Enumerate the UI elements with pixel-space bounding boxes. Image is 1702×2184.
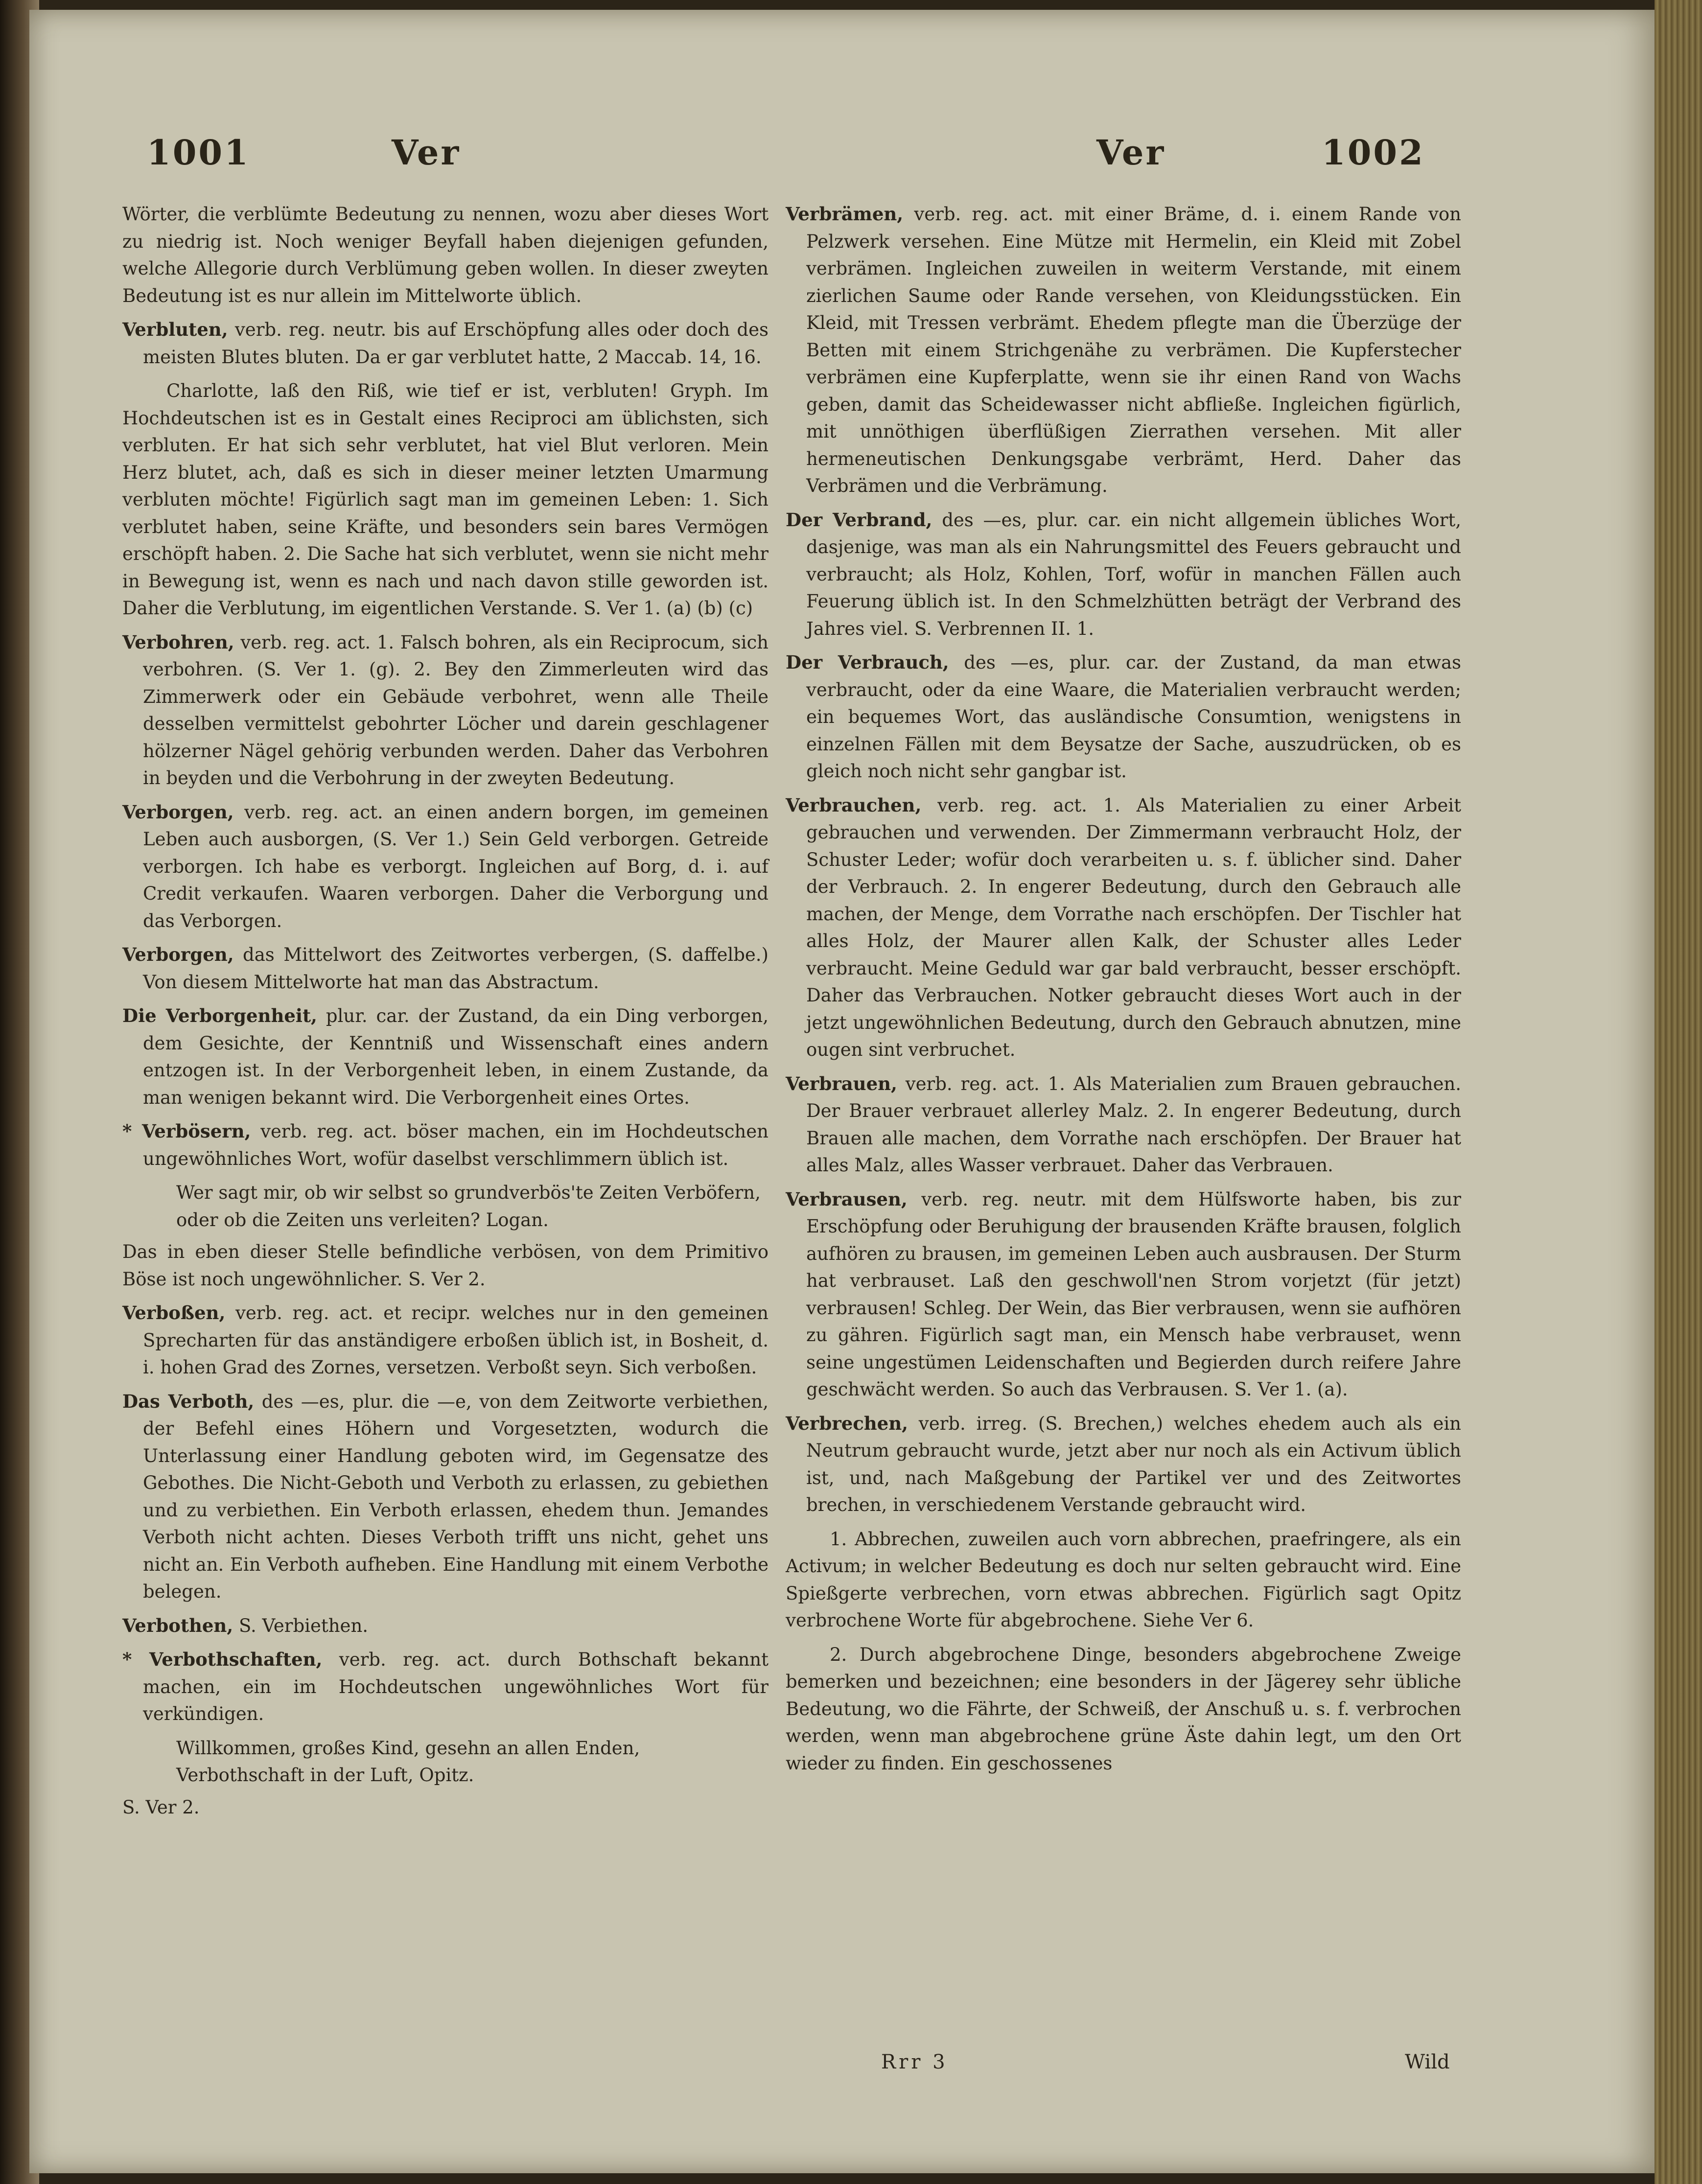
entry-headword: Verbothen,	[122, 1614, 233, 1636]
entry-text: verb. reg. act. an einen andern borgen, im gemeinen Leben auch ausborgen, (S. Ver 1.) Sein Geld verborgen. Getreide verborgen. Ich habe es verborgt. Ingleichen auf Borg, d. i. auf Credit verkaufen. Waaren verborgen. Daher die Verborgung und das Verborgen.	[143, 801, 769, 931]
continuation-text: S. Ver 2.	[122, 1796, 200, 1818]
entry-headword: Verbrechen,	[786, 1412, 909, 1434]
verse-quote: Willkommen, großes Kind, gesehn an allen Enden, Verbothschaft in der Luft, Opitz.	[176, 1737, 640, 1786]
dictionary-entry	[122, 1646, 769, 1728]
entry-headword: Verbrämen,	[786, 203, 904, 225]
continuation-text: Wörter, die verblümte Bedeutung zu nennen, wozu aber dieses Wort zu niedrig ist. Noch weniger Beyfall haben diejenigen gefunden, welche Allegorie durch Verblümung geben wollen. In dieser zweyten Bedeutung ist es nur allein im Mittelworte üblich.	[122, 204, 769, 306]
right-column	[786, 201, 1461, 1784]
left-column	[122, 201, 769, 1828]
catchword: Wild	[1405, 2051, 1450, 2073]
entry-headword: Verborgen,	[122, 801, 234, 823]
entry-text: verb. reg. act. et recipr. welches nur in den gemeinen Sprecharten für das anständigere erboßen üblich ist, in Bosheit, d. i. hohen Grad des Zornes, versetzen. Verboßt seyn. Sich verboßen.	[143, 1302, 769, 1378]
page-number-left: 1001	[147, 132, 250, 173]
entry-text: verb. irreg. (S. Brechen,) welches ehedem auch als ein Neutrum gebraucht wurde, jetzt aber nur noch als ein Activum üblich ist, und, nach Maßgebung der Partikel ver und des Zeitwortes brechen, in verschiedenem Verstande gebraucht wird.	[806, 1413, 1461, 1515]
entry-headword: Verbrausen,	[786, 1188, 908, 1210]
entry-headword: * Verbösern,	[122, 1120, 251, 1142]
entry-text: des —es, plur. car. ein nicht allgemein übliches Wort, dasjenige, was man als ein Nahrungsmittel des Feuers gebraucht und verbraucht; als Holz, Kohlen, Torf, wofür in manchen Fällen auch Feuerung üblich ist. In den Schmelzhütten beträgt der Verbrand des Jahres viel. S. Verbrennen II. 1.	[806, 509, 1461, 639]
continuation-text: Das in eben dieser Stelle befindliche verbösen, von dem Primitivo Böse ist noch ungewöhnlicher. S. Ver 2.	[122, 1241, 769, 1290]
signature-mark: Rrr 3	[881, 2051, 948, 2073]
entry-paragraph: Charlotte, laß den Riß, wie tief er ist, verbluten! Gryph. Im Hochdeutschen ist es in Gestalt eines Reciproci am üblichsten, sich verbluten. Er hat sich sehr verblutet, hat viel Blut verloren. Mein Herz blutet, ach, daß es sich in dieser meiner letzten Umarmung verbluten möchte! Figürlich sagt man im gemeinen Leben: 1. Sich verblutet haben, seine Kräfte, und besonders sein bares Vermögen erschöpft haben. 2. Die Sache hat sich verblutet, wenn sie nicht mehr in Bewegung ist, wenn es nach und nach davon stille geworden ist. Daher die Verblutung, im eigentlichen Verstande. S. Ver 1. (a) (b) (c)	[122, 380, 769, 619]
dictionary-entry	[122, 1300, 769, 1381]
entry-text: das Mittelwort des Zeitwortes verbergen, (S. daffelbe.) Von diesem Mittelworte hat man das Abstractum.	[143, 944, 769, 993]
verse-quote: Wer sagt mir, ob wir selbst so grundverbös'te Zeiten Verböfern, oder ob die Zeiten uns verleiten? Logan.	[176, 1182, 761, 1231]
page-number-right: 1002	[1322, 132, 1425, 173]
entry-text: des —es, plur. car. der Zustand, da man etwas verbraucht, oder da eine Waare, die Materialien verbraucht werden; ein bequemes Wort, das ausländische Consumtion, wenigstens in einzelnen Fällen mit dem Beysatze der Sache, auszudrücken, ob es gleich noch nicht sehr gangbar ist.	[806, 652, 1462, 782]
entry-paragraph: 1. Abbrechen, zuweilen auch vorn abbrechen, praefringere, als ein Activum; in welcher Bedeutung es doch nur selten gebraucht wird. Eine Spießgerte verbrechen, vorn etwas abbrechen. Figürlich sagt Opitz verbrochene Worte für abgebrochene. Siehe Ver 6.	[786, 1528, 1461, 1631]
dictionary-entry	[122, 799, 769, 935]
entry-text: des —es, plur. die —e, von dem Zeitworte verbiethen, der Befehl eines Höhern und Vorgesetzten, wodurch die Unterlassung einer Handlung geboten wird, im Gegensatze des Gebothes. Die Nicht-Geboth und Verboth zu erlassen, zu gebiethen und zu verbiethen. Ein Verboth erlassen, ehedem thun. Jemandes Verboth nicht achten. Dieses Verboth trifft uns nicht, gehet uns nicht an. Ein Verboth aufheben. Eine Handlung mit einem Verbothe belegen.	[143, 1391, 769, 1602]
entry-paragraph: 2. Durch abgebrochene Dinge, besonders abgebrochene Zweige bemerken und bezeichnen; eine besonders in der Jägerey sehr übliche Bedeutung, wo die Fährte, der Schweiß, der Anschuß u. s. f. verbrochen werden, wenn man abgebrochene grüne Äste dahin legt, um den Ort wieder zu finden. Ein geschossenes	[786, 1644, 1461, 1774]
entry-text: verb. reg. neutr. mit dem Hülfsworte haben, bis zur Erschöpfung oder Beruhigung der brausenden Kräfte brausen, folglich aufhören zu brausen, im gemeinen Leben auch ausbrausen. Der Sturm hat verbrauset. Laß den geschwoll'nen Strom vorjetzt (für jetzt) verbrausen! Schleg. Der Wein, das Bier verbrausen, wenn sie aufhören zu gähren. Figürlich sagt man, ein Mensch habe verbrauset, wenn seine ungestümen Leidenschaften und Begierden durch reifere Jahre geschwächt werden. So auch das Verbrausen. S. Ver 1. (a).	[806, 1188, 1461, 1400]
entry-text: verb. reg. neutr. bis auf Erschöpfung alles oder doch des meisten Blutes bluten. Da er gar verblutet hatte, 2 Maccab. 14, 16.	[143, 319, 769, 368]
entry-text: verb. reg. act. 1. Als Materialien zum Brauen gebrauchen. Der Brauer verbrauet allerley Malz. 2. In engerer Bedeutung, durch Brauen alle machen, dem Vorrathe nach erschöpfen. Der Brauer hat alles Malz, alles Wasser verbrauet. Daher das Verbrauen.	[806, 1073, 1461, 1176]
entry-text: plur. car. der Zustand, da ein Ding verborgen, dem Gesichte, der Kenntniß und Wissenschaft eines andern entzogen ist. In der Verborgenheit leben, in einem Zustande, da man wenigen bekannt wird. Die Verborgenheit eines Ortes.	[143, 1005, 769, 1108]
entry-headword: Die Verborgenheit,	[122, 1005, 317, 1026]
dictionary-entry	[786, 792, 1461, 1064]
dictionary-entry	[122, 1118, 769, 1172]
dictionary-entry	[786, 1410, 1461, 1519]
dictionary-entry	[786, 201, 1461, 500]
dictionary-entry	[122, 316, 769, 371]
entry-headword: Verbrauen,	[786, 1072, 897, 1094]
dictionary-entry	[786, 1186, 1461, 1403]
entry-text: verb. reg. act. böser machen, ein im Hochdeutschen ungewöhnliches Wort, wofür daselbst verschlimmern üblich ist.	[143, 1121, 769, 1169]
dictionary-entry	[786, 507, 1461, 643]
running-head-right: Ver	[1096, 132, 1166, 173]
entry-headword: Verborgen,	[122, 944, 234, 965]
dictionary-entry	[122, 941, 769, 996]
entry-headword: * Verbothschaften,	[122, 1649, 323, 1670]
dictionary-entry	[786, 1070, 1461, 1179]
entry-headword: Verbrauchen,	[786, 794, 922, 816]
entry-headword: Verboßen,	[122, 1302, 226, 1324]
page-edges	[1655, 0, 1702, 2184]
entry-headword: Der Verbrauch,	[786, 651, 949, 673]
entry-text: verb. reg. act. 1. Als Materialien zu einer Arbeit gebrauchen und verwenden. Der Zimmermann verbraucht Holz, der Schuster Leder; wofür doch verarbeiten u. s. f. üblicher sind. Daher der Verbrauch. 2. In engerer Bedeutung, durch den Gebrauch alle machen, der Menge, dem Vorrathe nach erschöpfen. Der Tischler hat alles Holz, der Maurer allen Kalk, der Schuster alles Leder verbraucht. Meine Geduld war gar bald verbraucht, besser erschöpft. Daher das Verbrauchen. Notker gebraucht dieses Wort auch in der jetzt ungewöhnlichen Bedeutung, durch den Gebrauch abnutzen, mine ougen sint verbruchet.	[806, 794, 1461, 1060]
entry-headword: Verbohren,	[122, 631, 234, 653]
entry-headword: Verbluten,	[122, 319, 228, 340]
dictionary-entry	[122, 1388, 769, 1605]
entry-text: verb. reg. act. durch Bothschaft bekannt machen, ein im Hochdeutschen ungewöhnliches Wort für verkündigen.	[143, 1649, 769, 1724]
running-head-left: Ver	[392, 132, 461, 173]
entry-text: S. Verbiethen.	[238, 1615, 369, 1636]
entry-text: verb. reg. act. mit einer Bräme, d. i. einem Rande von Pelzwerk versehen. Eine Mütze mit Hermelin, ein Kleid mit Zobel verbrämen. Ingleichen zuweilen in weiterm Verstande, mit einem zierlichen Saume oder Rande versehen, von Kleidungsstücken. Ein Kleid, mit Tressen verbrämt. Ehedem pflegte man die Überzüge der Betten mit einem Strichgenähe zu verbrämen. Die Kupferstecher verbrämen eine Kupferplatte, wenn sie ihr einen Rand von Wachs geben, damit das Scheidewasser nicht abfließe. Ingleichen figürlich, mit unnöthigen überflüßigen Zierrathen versehen. Mit aller hermeneutischen Denkungsgabe verbrämt, Herd. Daher das Verbrämen und die Verbrämung.	[806, 204, 1461, 496]
entry-headword: Der Verbrand,	[786, 509, 933, 531]
dictionary-entry	[122, 629, 769, 792]
entry-text: verb. reg. act. 1. Falsch bohren, als ein Reciprocum, sich verbohren. (S. Ver 1. (g). 2. Bey den Zimmerleuten wird das Zimmerwerk oder ein Gebäude verbohret, wenn alle Theile desselben vermittelst gebohrter Löcher und darein geschlagener hölzerner Nägel gehörig verbunden werden. Daher das Verbohren in beyden und die Verbohrung in der zweyten Bedeutung.	[143, 631, 769, 789]
dictionary-entry	[122, 1612, 769, 1640]
dictionary-entry	[786, 649, 1461, 785]
entry-headword: Das Verboth,	[122, 1390, 255, 1412]
dictionary-entry	[122, 1002, 769, 1111]
